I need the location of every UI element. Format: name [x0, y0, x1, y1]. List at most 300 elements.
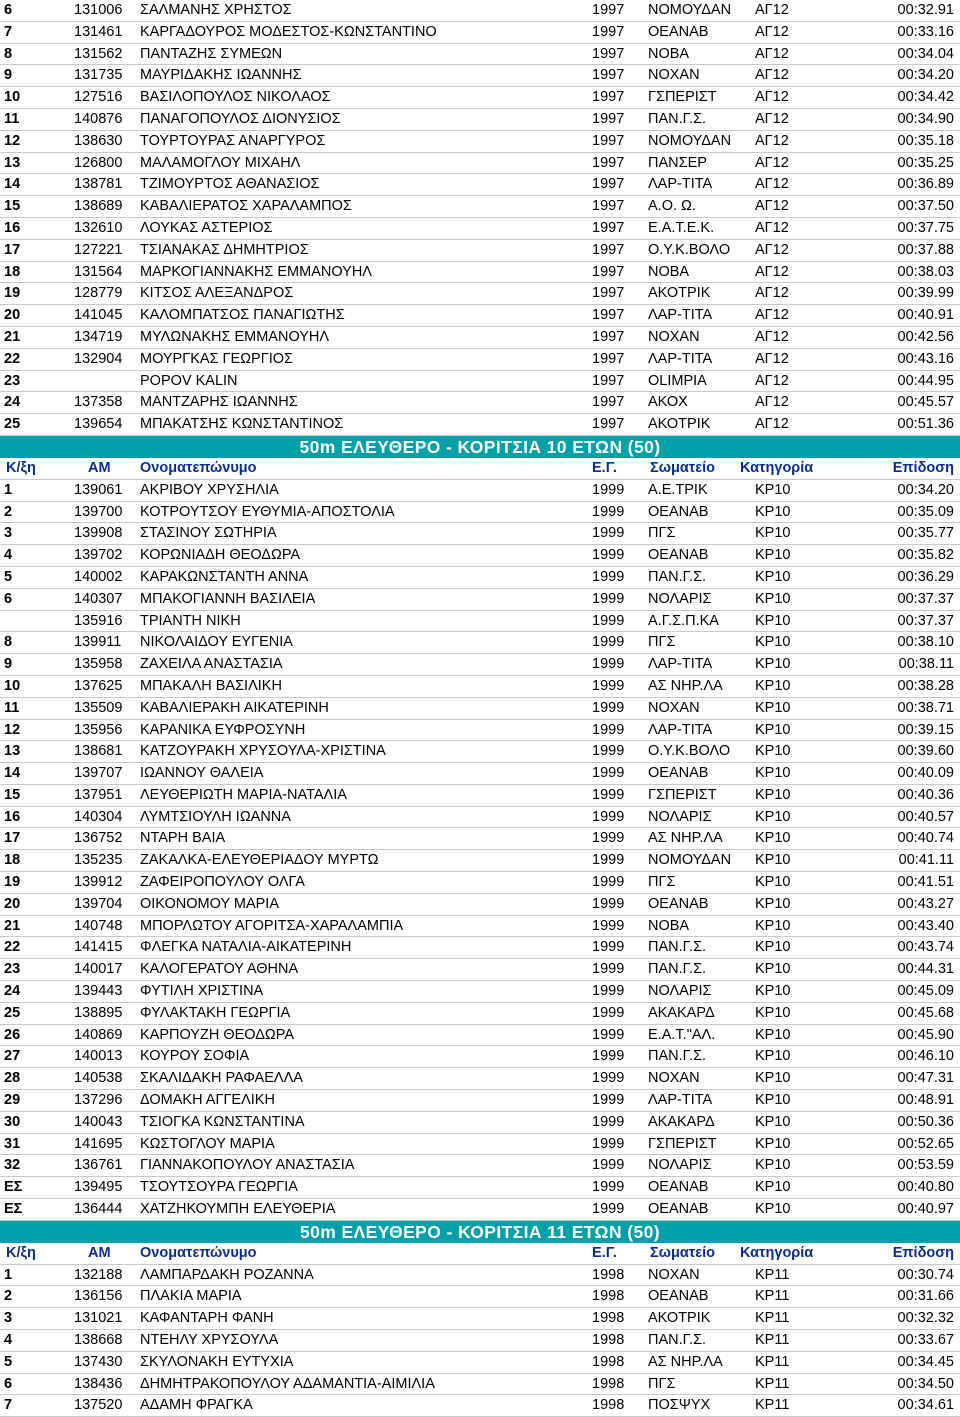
time-cell: 00:34.50 — [897, 1375, 954, 1392]
category-cell: ΚΡ10 — [755, 852, 791, 869]
name-cell: ΙΩΑΝΝΟΥ ΘΑΛΕΙΑ — [140, 765, 264, 782]
name-cell: ΖΑΧΕΙΛΑ ΑΝΑΣΤΑΣΙΑ — [140, 656, 283, 673]
rank-cell: 7 — [4, 23, 13, 40]
time-cell: 00:33.16 — [897, 23, 954, 40]
am-cell: 140876 — [74, 110, 123, 127]
name-cell: ΚΑΛΟΓΕΡΑΤΟΥ ΑΘΗΝΑ — [140, 961, 299, 978]
time-cell: 00:37.75 — [897, 219, 954, 236]
am-cell: 140538 — [74, 1070, 123, 1087]
club-cell: ΑΣ ΝΗΡ.ΛΑ — [648, 1353, 723, 1370]
table-row — [0, 937, 960, 959]
time-cell: 00:50.36 — [897, 1113, 954, 1130]
time-cell: 00:35.82 — [897, 547, 954, 564]
am-cell: 140017 — [74, 961, 123, 978]
rank-cell: 23 — [4, 961, 21, 978]
year-cell: 1999 — [592, 1004, 625, 1021]
name-cell: ΚΑΡΓΑΔΟΥΡΟΣ ΜΟΔΕΣΤΟΣ-ΚΩΝΣΤΑΝΤΙΝΟ — [140, 23, 437, 40]
time-cell: 00:53.59 — [897, 1157, 954, 1174]
am-cell: 139911 — [74, 634, 122, 651]
time-cell: 00:37.88 — [897, 241, 954, 258]
time-cell: 00:43.16 — [897, 350, 954, 367]
year-cell: 1999 — [592, 786, 625, 803]
name-cell: ΜΑΥΡΙΔΑΚΗΣ ΙΩΑΝΝΗΣ — [140, 67, 302, 84]
year-cell: 1997 — [592, 307, 625, 324]
time-cell: 00:43.74 — [897, 939, 954, 956]
rank-cell: 32 — [4, 1157, 21, 1174]
rank-cell: 1 — [4, 1266, 13, 1283]
am-cell: 135235 — [74, 852, 123, 869]
year-cell: 1999 — [592, 808, 625, 825]
am-cell: 131564 — [74, 263, 123, 280]
rank-cell: 5 — [4, 1353, 13, 1370]
am-cell: 136752 — [74, 830, 123, 847]
year-cell: 1999 — [592, 1157, 625, 1174]
table-row — [0, 22, 960, 44]
club-cell: ΝΟΛΑΡΙΣ — [648, 590, 712, 607]
category-cell: ΑΓ12 — [755, 241, 789, 258]
category-cell: ΚΡ10 — [755, 874, 791, 891]
rank-cell: 4 — [4, 1332, 13, 1349]
rank-cell: 24 — [4, 394, 21, 411]
rank-cell: 6 — [4, 1375, 13, 1392]
category-cell: ΚΡ11 — [755, 1310, 790, 1327]
club-cell: ΑΚΟΤΡΙΚ — [648, 416, 711, 433]
rank-cell: 30 — [4, 1113, 21, 1130]
year-cell: 1997 — [592, 132, 625, 149]
category-cell: ΚΡ10 — [755, 1157, 791, 1174]
table-row — [0, 1090, 960, 1112]
rank-cell: 18 — [4, 852, 21, 869]
category-cell: ΚΡ10 — [755, 699, 791, 716]
am-cell: 136444 — [74, 1201, 123, 1218]
time-cell: 00:45.57 — [897, 394, 954, 411]
table-row — [0, 1330, 960, 1352]
year-cell: 1998 — [592, 1353, 625, 1370]
year-cell: 1999 — [592, 612, 625, 629]
table-row — [0, 196, 960, 218]
club-cell: ΟΕΑΝΑΒ — [648, 895, 709, 912]
category-cell: ΚΡ10 — [755, 786, 791, 803]
am-cell: 140307 — [74, 590, 123, 607]
year-cell: 1997 — [592, 67, 625, 84]
time-cell: 00:38.03 — [897, 263, 954, 280]
name-cell: ΚΙΤΣΟΣ ΑΛΕΞΑΝΔΡΟΣ — [140, 285, 294, 302]
rank-cell: 20 — [4, 895, 21, 912]
time-cell: 00:51.36 — [897, 416, 954, 433]
time-cell: 00:39.15 — [897, 721, 954, 738]
time-cell: 00:33.67 — [897, 1332, 954, 1349]
table-row — [0, 872, 960, 894]
time-cell: 00:37.50 — [897, 198, 954, 215]
time-cell: 00:38.71 — [897, 699, 954, 716]
year-cell: 1997 — [592, 198, 625, 215]
header-club: Σωματείο — [650, 1244, 715, 1261]
year-cell: 1997 — [592, 89, 625, 106]
category-cell: ΚΡ10 — [755, 721, 791, 738]
rank-cell: ΕΣ — [4, 1179, 23, 1196]
name-cell: ΝΤΕΗΛΥ ΧΡΥΣΟΥΛΑ — [140, 1332, 279, 1349]
name-cell: ΛΥΜΤΣΙΟΥΛΗ ΙΩΑΝΝΑ — [140, 808, 291, 825]
year-cell: 1999 — [592, 917, 625, 934]
rank-cell: 26 — [4, 1026, 21, 1043]
am-cell: 132610 — [74, 219, 123, 236]
am-cell: 127516 — [74, 89, 123, 106]
table-row — [0, 283, 960, 305]
year-cell: 1998 — [592, 1310, 625, 1327]
category-cell: ΑΓ12 — [755, 110, 789, 127]
time-cell: 00:43.40 — [897, 917, 954, 934]
rank-cell: 24 — [4, 983, 21, 1000]
section-title: 50m ΕΛΕΥΘΕΡΟ - ΚΟΡΙΤΣΙΑ 10 ΕΤΩΝ (50) — [0, 436, 960, 458]
rank-cell: 25 — [4, 1004, 21, 1021]
year-cell: 1998 — [592, 1266, 625, 1283]
name-cell: ΠΛΑΚΙΑ ΜΑΡΙΑ — [140, 1288, 242, 1305]
rank-cell: 29 — [4, 1092, 21, 1109]
club-cell: ΠΟΣΨΥΧ — [648, 1397, 711, 1414]
time-cell: 00:40.97 — [897, 1201, 954, 1218]
name-cell: ΤΣΙΟΓΚΑ ΚΩΝΣΤΑΝΤΙΝΑ — [140, 1113, 305, 1130]
category-cell: ΑΓ12 — [755, 176, 789, 193]
am-cell: 138689 — [74, 198, 123, 215]
time-cell: 00:45.68 — [897, 1004, 954, 1021]
club-cell: ΟΕΑΝΑΒ — [648, 503, 709, 520]
category-cell: ΑΓ12 — [755, 89, 789, 106]
time-cell: 00:43.27 — [897, 895, 954, 912]
year-cell: 1999 — [592, 983, 625, 1000]
am-cell: 135958 — [74, 656, 123, 673]
year-cell: 1998 — [592, 1397, 625, 1414]
year-cell: 1997 — [592, 350, 625, 367]
year-cell: 1998 — [592, 1332, 625, 1349]
rank-cell: 11 — [4, 699, 20, 716]
table-row — [0, 894, 960, 916]
name-cell: ΜΥΛΩΝΑΚΗΣ ΕΜΜΑΝΟΥΗΛ — [140, 328, 330, 345]
year-cell: 1999 — [592, 547, 625, 564]
table-row — [0, 262, 960, 284]
category-cell: ΑΓ12 — [755, 372, 789, 389]
name-cell: ΚΑΡΠΟΥΖΗ ΘΕΟΔΩΡΑ — [140, 1026, 295, 1043]
rank-cell: 2 — [4, 1288, 13, 1305]
table-header-row — [0, 458, 960, 480]
year-cell: 1999 — [592, 1070, 625, 1087]
table-row — [0, 1046, 960, 1068]
table-row — [0, 1177, 960, 1199]
name-cell: POPOV KALIN — [140, 372, 238, 389]
club-cell: Ε.Α.Τ."ΑΛ. — [648, 1026, 716, 1043]
table-row — [0, 850, 960, 872]
time-cell: 00:34.61 — [897, 1397, 954, 1414]
club-cell: ΟΕΑΝΑΒ — [648, 765, 709, 782]
category-cell: ΚΡ10 — [755, 1179, 791, 1196]
year-cell: 1999 — [592, 895, 625, 912]
club-cell: Α.Γ.Σ.Π.ΚΑ — [648, 612, 719, 629]
name-cell: ΜΟΥΡΓΚΑΣ ΓΕΩΡΓΙΟΣ — [140, 350, 293, 367]
category-cell: ΚΡ10 — [755, 1070, 791, 1087]
year-cell: 1999 — [592, 939, 625, 956]
time-cell: 00:37.37 — [897, 590, 954, 607]
rank-cell: 21 — [4, 328, 21, 345]
am-cell: 137430 — [74, 1353, 123, 1370]
table-row — [0, 1308, 960, 1330]
header-time: Επίδοση — [892, 459, 954, 476]
am-cell: 140748 — [74, 917, 123, 934]
category-cell: ΚΡ11 — [755, 1332, 790, 1349]
category-cell: ΑΓ12 — [755, 219, 789, 236]
name-cell: ΜΠΟΡΛΩΤΟΥ ΑΓΟΡΙΤΣΑ-ΧΑΡΑΛΑΜΠΙΑ — [140, 917, 404, 934]
year-cell: 1999 — [592, 503, 625, 520]
category-cell: ΚΡ10 — [755, 1048, 791, 1065]
rank-cell: 20 — [4, 307, 21, 324]
club-cell: ΝΟΧΑΝ — [648, 1070, 700, 1087]
am-cell: 139443 — [74, 983, 123, 1000]
name-cell: ΤΡΙΑΝΤΗ ΝΙΚΗ — [140, 612, 241, 629]
time-cell: 00:35.09 — [897, 503, 954, 520]
category-cell: ΚΡ11 — [755, 1375, 790, 1392]
name-cell: ΜΠΑΚΟΓΙΑΝΝΗ ΒΑΣΙΛΕΙΑ — [140, 590, 316, 607]
am-cell: 136156 — [74, 1288, 123, 1305]
table-row — [0, 632, 960, 654]
table-row — [0, 240, 960, 262]
rank-cell: 17 — [4, 241, 21, 258]
am-cell: 138668 — [74, 1332, 123, 1349]
header-rank: Κ/ξη — [6, 459, 36, 476]
am-cell: 139908 — [74, 525, 123, 542]
time-cell: 00:37.37 — [897, 612, 954, 629]
name-cell: ΓΙΑΝΝΑΚΟΠΟΥΛΟΥ ΑΝΑΣΤΑΣΙΑ — [140, 1157, 355, 1174]
am-cell: 141415 — [74, 939, 123, 956]
year-cell: 1999 — [592, 481, 625, 498]
year-cell: 1997 — [592, 285, 625, 302]
category-cell: ΚΡ10 — [755, 961, 791, 978]
am-cell: 137296 — [74, 1092, 123, 1109]
name-cell: ΒΑΣΙΛΟΠΟΥΛΟΣ ΝΙΚΟΛΑΟΣ — [140, 89, 331, 106]
time-cell: 00:34.90 — [897, 110, 954, 127]
year-cell: 1997 — [592, 372, 625, 389]
year-cell: 1999 — [592, 656, 625, 673]
name-cell: ΚΩΣΤΟΓΛΟΥ ΜΑΡΙΑ — [140, 1135, 275, 1152]
name-cell: ΣΚΑΛΙΔΑΚΗ ΡΑΦΑΕΛΛΑ — [140, 1070, 303, 1087]
year-cell: 1999 — [592, 1135, 625, 1152]
club-cell: ΑΣ ΝΗΡ.ΛΑ — [648, 677, 723, 694]
club-cell: ΝΟΛΑΡΙΣ — [648, 808, 712, 825]
club-cell: ΑΚΟΤΡΙΚ — [648, 285, 711, 302]
table-row — [0, 807, 960, 829]
am-cell: 138681 — [74, 743, 123, 760]
rank-cell: 12 — [4, 132, 21, 149]
time-cell: 00:44.95 — [897, 372, 954, 389]
category-cell: ΚΡ10 — [755, 895, 791, 912]
rank-cell: 9 — [4, 67, 13, 84]
rank-cell: 21 — [4, 917, 21, 934]
rank-cell: 10 — [4, 677, 21, 694]
table-row — [0, 109, 960, 131]
table-row — [0, 174, 960, 196]
am-cell: 136761 — [74, 1157, 123, 1174]
time-cell: 00:38.10 — [897, 634, 954, 651]
table-row — [0, 589, 960, 611]
club-cell: ΟΕΑΝΑΒ — [648, 1201, 709, 1218]
time-cell: 00:36.89 — [897, 176, 954, 193]
category-cell: ΚΡ10 — [755, 1026, 791, 1043]
table-row — [0, 916, 960, 938]
club-cell: ΠΑΝ.Γ.Σ. — [648, 1048, 707, 1065]
club-cell: Α.Ο. Ω. — [648, 198, 696, 215]
club-cell: ΠΓΣ — [648, 634, 676, 651]
name-cell: ΟΙΚΟΝΟΜΟΥ ΜΑΡΙΑ — [140, 895, 280, 912]
time-cell: 00:47.31 — [897, 1070, 954, 1087]
table-row — [0, 698, 960, 720]
header-time: Επίδοση — [892, 1244, 954, 1261]
category-cell: ΚΡ10 — [755, 983, 791, 1000]
time-cell: 00:46.10 — [897, 1048, 954, 1065]
category-cell: ΚΡ10 — [755, 612, 791, 629]
category-cell: ΑΓ12 — [755, 416, 789, 433]
category-cell: ΑΓ12 — [755, 307, 789, 324]
table-row — [0, 567, 960, 589]
table-row — [0, 1112, 960, 1134]
name-cell: ΣΚΥΛΟΝΑΚΗ ΕΥΤΥΧΙΑ — [140, 1353, 294, 1370]
am-cell: 128779 — [74, 285, 123, 302]
am-cell: 126800 — [74, 154, 123, 171]
name-cell: ΤΣΙΑΝΑΚΑΣ ΔΗΜΗΤΡΙΟΣ — [140, 241, 309, 258]
category-cell: ΑΓ12 — [755, 198, 789, 215]
am-cell: 137358 — [74, 394, 123, 411]
time-cell: 00:38.11 — [898, 656, 954, 673]
year-cell: 1999 — [592, 830, 625, 847]
name-cell: ΜΑΝΤΖΑΡΗΣ ΙΩΑΝΝΗΣ — [140, 394, 298, 411]
year-cell: 1997 — [592, 110, 625, 127]
rank-cell: 4 — [4, 547, 13, 564]
name-cell: ΚΑΒΑΛΙΕΡΑΚΗ ΑΙΚΑΤΕΡΙΝΗ — [140, 699, 329, 716]
category-cell: ΑΓ12 — [755, 285, 789, 302]
time-cell: 00:40.91 — [897, 307, 954, 324]
name-cell: ΚΟΥΡΟΥ ΣΟΦΙΑ — [140, 1048, 250, 1065]
rank-cell: 13 — [4, 743, 21, 760]
year-cell: 1999 — [592, 1179, 625, 1196]
time-cell: 00:34.45 — [897, 1353, 954, 1370]
rank-cell: 8 — [4, 45, 13, 62]
table-row — [0, 1068, 960, 1090]
results-section — [0, 1221, 960, 1417]
category-cell: ΚΡ10 — [755, 634, 791, 651]
name-cell: ΤΟΥΡΤΟΥΡΑΣ ΑΝΑΡΓΥΡΟΣ — [140, 132, 326, 149]
table-row — [0, 959, 960, 981]
am-cell: 137951 — [74, 786, 123, 803]
table-row — [0, 0, 960, 22]
club-cell: ΑΚΟΤΡΙΚ — [648, 1310, 711, 1327]
rank-cell: 1 — [4, 481, 13, 498]
category-cell: ΑΓ12 — [755, 263, 789, 280]
table-row — [0, 1286, 960, 1308]
category-cell: ΑΓ12 — [755, 350, 789, 367]
table-row — [0, 371, 960, 393]
name-cell: ΠΑΝΑΓΟΠΟΥΛΟΣ ΔΙΟΝΥΣΙΟΣ — [140, 110, 341, 127]
section-title: 50m ΕΛΕΥΘΕΡΟ - ΚΟΡΙΤΣΙΑ 11 ΕΤΩΝ (50) — [0, 1221, 960, 1243]
category-cell: ΚΡ11 — [755, 1266, 790, 1283]
name-cell: ΚΑΦΑΝΤΑΡΗ ΦΑΝΗ — [140, 1310, 274, 1327]
club-cell: ΠΑΝΣΕΡ — [648, 154, 707, 171]
time-cell: 00:35.18 — [897, 132, 954, 149]
am-cell: 141695 — [74, 1135, 123, 1152]
am-cell: 140043 — [74, 1113, 123, 1130]
am-cell: 135509 — [74, 699, 123, 716]
name-cell: ΑΔΑΜΗ ΦΡΑΓΚΑ — [140, 1397, 253, 1414]
am-cell: 139700 — [74, 503, 123, 520]
time-cell: 00:45.09 — [897, 983, 954, 1000]
club-cell: ΠΑΝ.Γ.Σ. — [648, 568, 707, 585]
am-cell: 138781 — [74, 176, 123, 193]
table-row — [0, 676, 960, 698]
club-cell: ΟΕΑΝΑΒ — [648, 547, 709, 564]
year-cell: 1997 — [592, 23, 625, 40]
club-cell: ΝΟΜΟΥΔΑΝ — [648, 852, 732, 869]
header-club: Σωματείο — [650, 459, 715, 476]
rank-cell: 9 — [4, 656, 13, 673]
table-row — [0, 392, 960, 414]
am-cell: 137520 — [74, 1397, 123, 1414]
am-cell: 135956 — [74, 721, 123, 738]
year-cell: 1999 — [592, 1026, 625, 1043]
club-cell: ΝΟΧΑΝ — [648, 1266, 700, 1283]
category-cell: ΚΡ10 — [755, 503, 791, 520]
am-cell: 139704 — [74, 895, 123, 912]
category-cell: ΚΡ10 — [755, 590, 791, 607]
club-cell: ΝΟΧΑΝ — [648, 699, 700, 716]
am-cell: 131735 — [74, 67, 123, 84]
rank-cell: 7 — [4, 1397, 13, 1414]
rank-cell: 16 — [4, 219, 21, 236]
time-cell: 00:34.04 — [897, 45, 954, 62]
am-cell: 138436 — [74, 1375, 123, 1392]
rank-cell: 15 — [4, 198, 21, 215]
am-cell: 131006 — [74, 2, 123, 18]
name-cell: ΜΑΛΑΜΟΓΛΟΥ ΜΙΧΑΗΛ — [140, 154, 301, 171]
am-cell: 139654 — [74, 416, 123, 433]
table-row — [0, 349, 960, 371]
category-cell: ΚΡ10 — [755, 917, 791, 934]
club-cell: ΠΓΣ — [648, 874, 676, 891]
table-row — [0, 523, 960, 545]
name-cell: ΝΤΑΡΗ ΒΑΙΑ — [140, 830, 226, 847]
am-cell: 139707 — [74, 765, 123, 782]
year-cell: 1999 — [592, 765, 625, 782]
club-cell: Ο.Υ.Κ.ΒΟΛΟ — [648, 743, 731, 760]
time-cell: 00:39.60 — [897, 743, 954, 760]
time-cell: 00:40.09 — [897, 765, 954, 782]
table-row — [0, 502, 960, 524]
year-cell: 1997 — [592, 241, 625, 258]
year-cell: 1998 — [592, 1375, 625, 1392]
header-am: ΑΜ — [88, 1244, 111, 1261]
header-year: Ε.Γ. — [592, 459, 617, 476]
club-cell: ΟΕΑΝΑΒ — [648, 1288, 709, 1305]
table-row — [0, 1395, 960, 1417]
time-cell: 00:41.51 — [897, 874, 954, 891]
rank-cell: 13 — [4, 154, 21, 171]
am-cell: 139912 — [74, 874, 123, 891]
rank-cell: ΕΣ — [4, 1201, 23, 1218]
year-cell: 1999 — [592, 1201, 625, 1218]
year-cell: 1999 — [592, 699, 625, 716]
rank-cell: 12 — [4, 721, 21, 738]
rank-cell: 3 — [4, 1310, 13, 1327]
name-cell: ΛΕΥΘΕΡΙΩΤΗ ΜΑΡΙΑ-ΝΑΤΑΛΙΑ — [140, 786, 347, 803]
club-cell: ΛΑΡ-ΤΙΤΑ — [648, 176, 713, 193]
club-cell: ΛΑΡ-ΤΙΤΑ — [648, 350, 713, 367]
name-cell: ΚΟΡΩΝΙΑΔΗ ΘΕΟΔΩΡΑ — [140, 547, 301, 564]
name-cell: ΚΑΡΑΝΙΚΑ ΕΥΦΡΟΣΥΝΗ — [140, 721, 306, 738]
year-cell: 1997 — [592, 394, 625, 411]
